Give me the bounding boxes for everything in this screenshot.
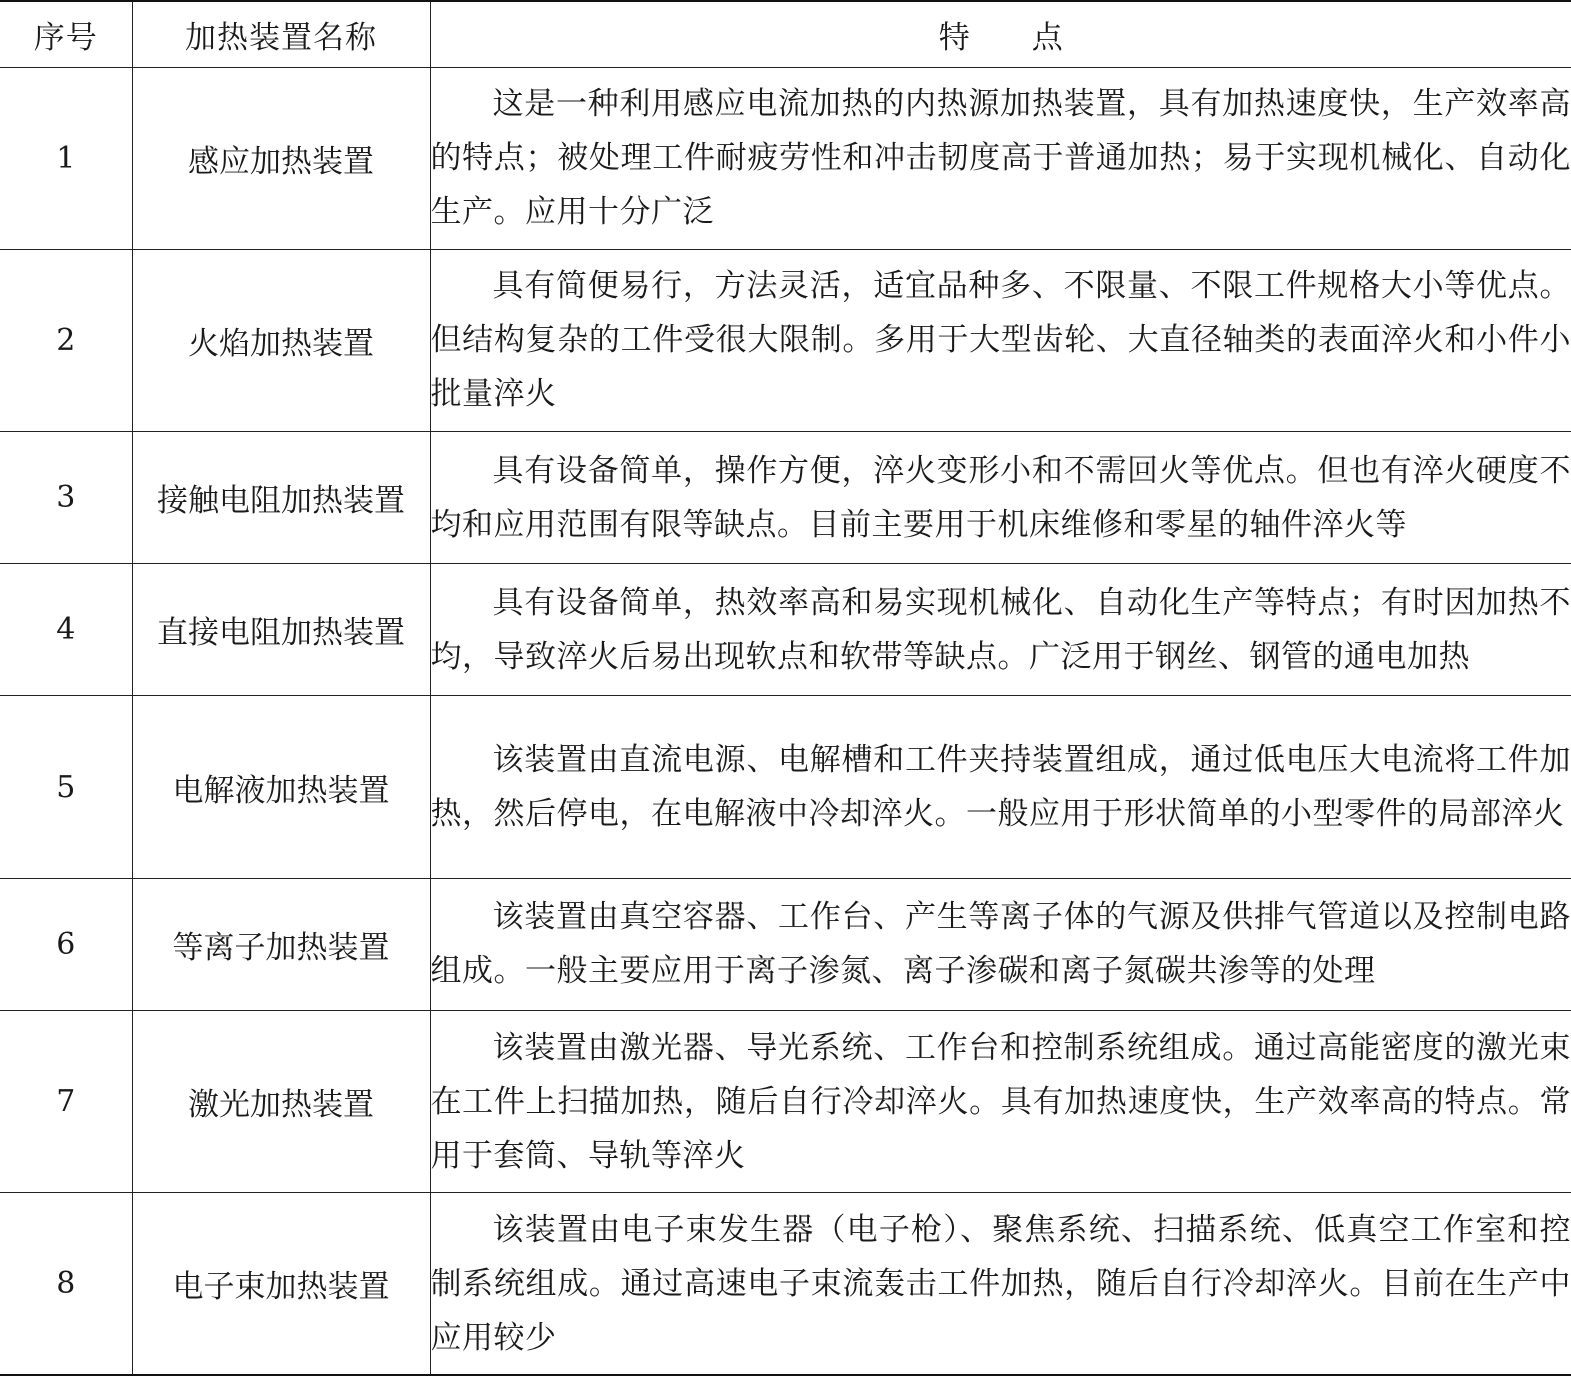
- row-number: 3: [0, 432, 132, 564]
- table-row: [0, 67, 1571, 249]
- device-name: 电解液加热装置: [132, 696, 430, 878]
- table-header-row: [0, 1, 1571, 67]
- table-row: [0, 1193, 1571, 1375]
- device-features: 具有设备简单，操作方便，淬火变形小和不需回火等优点。但也有淬火硬度不均和应用范围有限等缺点。目前主要用于机床维修和零星的轴件淬火等: [430, 432, 1571, 564]
- table-row: [0, 249, 1571, 431]
- table-row: [0, 432, 1571, 564]
- row-number: 1: [0, 67, 132, 249]
- device-name: 接触电阻加热装置: [132, 432, 430, 564]
- header-features: 特 点: [430, 1, 1571, 67]
- table-row: [0, 878, 1571, 1010]
- table-row: [0, 564, 1571, 696]
- device-features: 具有设备简单，热效率高和易实现机械化、自动化生产等特点；有时因加热不均，导致淬火后易出现软点和软带等缺点。广泛用于钢丝、钢管的通电加热: [430, 564, 1571, 696]
- device-name: 感应加热装置: [132, 67, 430, 249]
- header-name: 加热装置名称: [132, 1, 430, 67]
- table-row: [0, 1010, 1571, 1192]
- device-features: 这是一种利用感应电流加热的内热源加热装置，具有加热速度快，生产效率高的特点；被处理工件耐疲劳性和冲击韧度高于普通加热；易于实现机械化、自动化生产。应用十分广泛: [430, 67, 1571, 249]
- device-name: 等离子加热装置: [132, 878, 430, 1010]
- device-name: 直接电阻加热装置: [132, 564, 430, 696]
- row-number: 6: [0, 878, 132, 1010]
- device-features: 该装置由直流电源、电解槽和工件夹持装置组成，通过低电压大电流将工件加热，然后停电，在电解液中冷却淬火。一般应用于形状简单的小型零件的局部淬火: [430, 696, 1571, 878]
- device-features: 具有简便易行，方法灵活，适宜品种多、不限量、不限工件规格大小等优点。但结构复杂的工件受很大限制。多用于大型齿轮、大直径轴类的表面淬火和小件小批量淬火: [430, 249, 1571, 431]
- header-no: 序号: [0, 1, 132, 67]
- row-number: 8: [0, 1193, 132, 1375]
- row-number: 7: [0, 1010, 132, 1192]
- device-features: 该装置由电子束发生器（电子枪）、聚焦系统、扫描系统、低真空工作室和控制系统组成。通过高速电子束流轰击工件加热，随后自行冷却淬火。目前在生产中应用较少: [430, 1193, 1571, 1375]
- device-name: 火焰加热装置: [132, 249, 430, 431]
- device-name: 电子束加热装置: [132, 1193, 430, 1375]
- device-features: 该装置由真空容器、工作台、产生等离子体的气源及供排气管道以及控制电路组成。一般主要应用于离子渗氮、离子渗碳和离子氮碳共渗等的处理: [430, 878, 1571, 1010]
- row-number: 5: [0, 696, 132, 878]
- device-features: 该装置由激光器、导光系统、工作台和控制系统组成。通过高能密度的激光束在工件上扫描加热，随后自行冷却淬火。具有加热速度快，生产效率高的特点。常用于套筒、导轨等淬火: [430, 1010, 1571, 1192]
- row-number: 4: [0, 564, 132, 696]
- table-row: [0, 696, 1571, 878]
- device-name: 激光加热装置: [132, 1010, 430, 1192]
- row-number: 2: [0, 249, 132, 431]
